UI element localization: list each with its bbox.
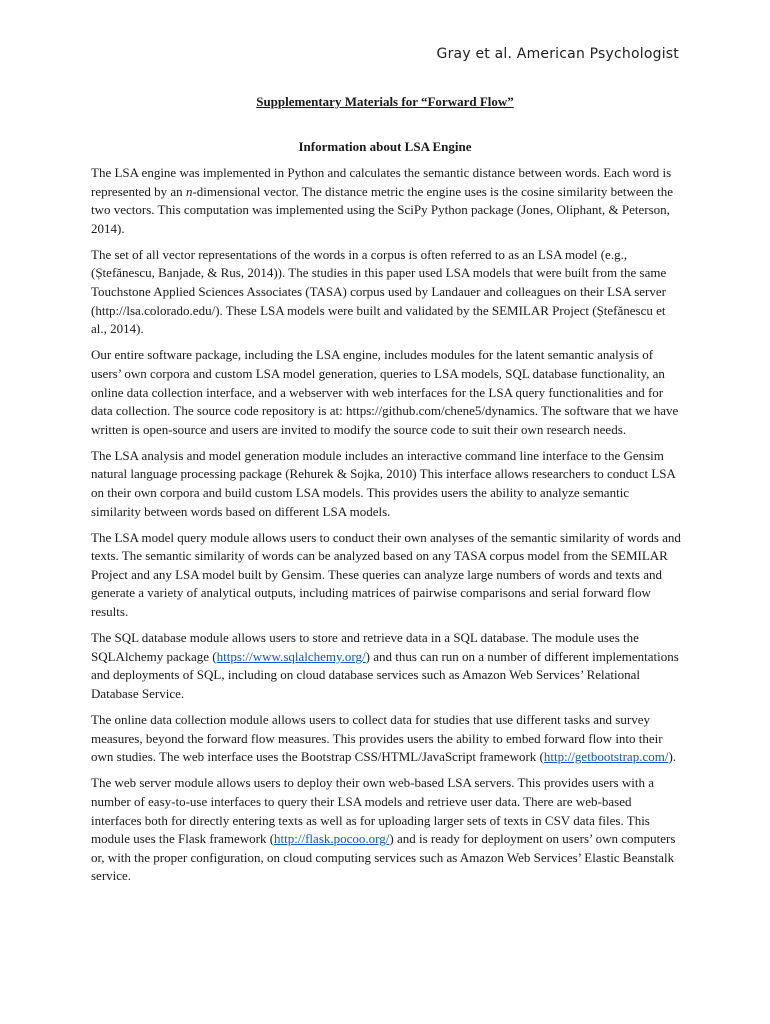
bootstrap-link[interactable]: http://getbootstrap.com/: [543, 749, 669, 765]
paragraph-text: The SQL database module allows users to store and retrieve data in a SQL database. The module uses the SQLAlchemy package (: [91, 630, 639, 664]
paragraph-software-package: Our entire software package, including the LSA engine, includes modules for the latent semantic analysis of users’ own corpora and custom LSA model generation, queries to LSA models, SQL database functionality, an online data collection interface, and a webserver with web interfaces for the LSA query functionalities and for data collection. The source code repository is at: https://github.com/chene5/dynamics. The software that we have written is open-source and users are invited to modify the source code to suit their own research needs.: [91, 347, 679, 437]
flask-link[interactable]: http://flask.pocoo.org/: [274, 831, 390, 847]
paragraph-text: ).: [668, 749, 677, 765]
paragraph-text: The LSA engine was implemented in Python and calculates the semantic distance between words. Each word is represented by an: [91, 165, 672, 199]
paragraph-text: The web server module allows users to deploy their own web-based LSA servers. This provides users with a number of easy-to-use interfaces to query their LSA models and retrieve user data. There are web-based interfaces both for directly entering texts as well as for uploading larger sets of texts in CSV data files. This module uses the Flask framework (: [91, 775, 654, 847]
paragraph-lsa-model: The set of all vector representations of the words in a corpus is often referred to as an LSA model (e.g., (Ștefănescu, Banjade, & Rus, 2014)). The studies in this paper used LSA models that were built from the same Touchstone Applied Sciences Associates (TASA) corpus used by Landauer and colleagues on their LSA server (http://lsa.colorado.edu/). These LSA models were built and validated by the SEMILAR Project (Ștefănescu et al., 2014).: [91, 246, 667, 337]
paragraph-text: ) and thus can run on a number of different implementations and deployments of SQL, including on cloud database services such as Amazon Web Services’ Relational Database Service.: [91, 648, 679, 701]
paragraph-data-collection-module: [91, 711, 681, 767]
running-head: Gray et al. American Psychologist: [436, 46, 679, 62]
paragraph-text: The online data collection module allows users to collect data for studies that use different tasks and survey measures, beyond the forward flow measures. This provides users the ability to embed forward flow into their own studies. The web interface uses the Bootstrap CSS/HTML/JavaScript framework (: [91, 712, 663, 765]
document-body: [91, 164, 681, 893]
sqlalchemy-link[interactable]: https://www.sqlalchemy.org/: [216, 648, 366, 664]
paragraph-analysis-module: The LSA analysis and model generation module includes an interactive command line interface to the Gensim natural language processing package (Rehurek & Sojka, 2010) This interface allows researchers to conduct LSA on their own corpora and build custom LSA models. This provides users the ability to analyze semantic similarity between words based on different LSA models.: [91, 447, 676, 519]
paragraph-web-server-module: [91, 774, 681, 886]
italic-n: n: [185, 183, 193, 199]
paragraph-lsa-engine: [91, 164, 681, 238]
paragraph-text: -dimensional vector. The distance metric the engine uses is the cosine similarity between the two vectors. This computation was implemented using the SciPy Python package (Jones, Oliphant, & Peterson, 2014).: [91, 183, 674, 236]
section-heading: Information about LSA Engine: [298, 139, 472, 154]
document-title: Supplementary Materials for “Forward Flow”: [256, 94, 514, 109]
paragraph-sql-module: [91, 629, 681, 703]
paragraph-text: ) and is ready for deployment on users’ own computers or, with the proper configuration, on cloud computing services such as Amazon Web Services’ Elastic Beanstalk service.: [91, 831, 676, 884]
paragraph-query-module: The LSA model query module allows users to conduct their own analyses of the semantic similarity of words and texts. The semantic similarity of words can be analyzed based on any TASA corpus model from the SEMILAR Project and any LSA model built by Gensim. These queries can analyze large numbers of words and texts and generate a variety of analytical outputs, including matrices of pairwise comparisons and serial forward flow results.: [91, 529, 681, 620]
